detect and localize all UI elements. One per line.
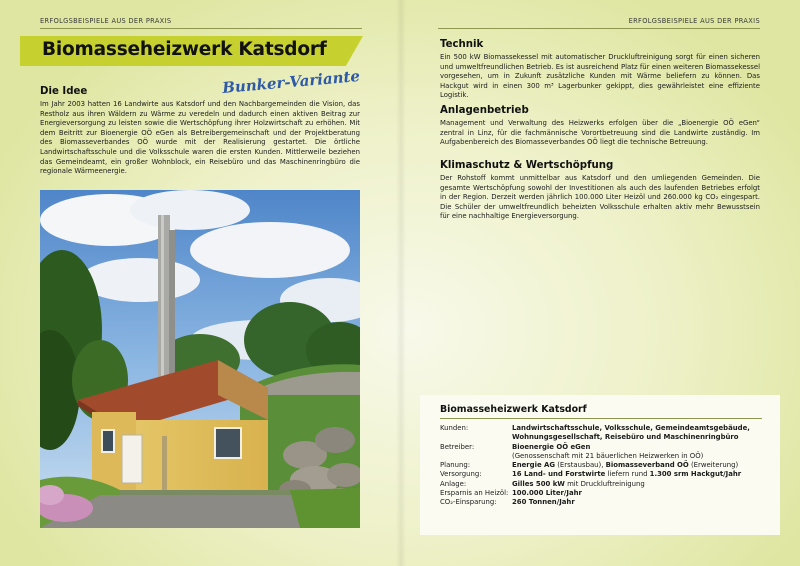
text-anlagenbetrieb: Management und Verwaltung des Heizwerks erfolgen über die „Bioenergie OÖ eGen“ zentral in Linz, für die fachmännische Vorortbetreuung sind die Landwirte zuständig. Im Aufgabenbereich des Biomasseverbandes OÖ liegt die technische Betreuung. [440, 119, 760, 147]
facts-note-betreiber: (Genossenschaft mit 21 bäuerlichen Heizwerken in OÖ) [512, 451, 704, 460]
facts-value-betreiber: Bioenergie OÖ eGen [512, 442, 591, 451]
page-title: Biomasseheizwerk Katsdorf [42, 39, 327, 60]
facts-note-anlage: mit Druckluftreinigung [564, 479, 645, 488]
facts-row-kunden [440, 424, 765, 443]
facts-label-betreiber: Betreiber: [440, 442, 475, 451]
facts-label-co2: CO₂-Einsparung: [440, 498, 497, 507]
facts-label-anlage: Anlage: [440, 479, 467, 488]
facts-table [440, 424, 765, 508]
facts-box-rule [440, 418, 762, 419]
facts-value-versorgung-b: 1.300 srm Hackgut/Jahr [649, 470, 742, 479]
variant-script-label: Bunker-Variante [221, 67, 361, 97]
facts-label-versorgung: Versorgung: [440, 470, 482, 479]
page-gutter [396, 0, 406, 566]
text-die-idee: Im Jahr 2003 hatten 16 Landwirte aus Katsdorf und den Nachbargemeinden die Vision, das Restholz aus ihren Wäldern zu Wärme zu veredeln und dadurch einen aktiven Beitrag zur Energieversorgung zu leisten sowie die Wertschöpfung ihrer Holzwirtschaft zu erhöhen. Mit dem Beitritt zur Bioenergie OÖ eGen als Betreibergemeinschaft und der Projektberatung des Biomasseverbandes OÖ wurde mit der Realisierung gestartet. Die örtliche Landwirtschaftsschule und die Volksschule waren die ersten Kunden. Mittlerweile beziehen das Gemeindeamt, ein großer Wohnblock, ein Reisebüro und das Maschinenringbüro die regionale Wärmeenergie. [40, 100, 360, 176]
facts-note-planung-b: (Erweiterung) [688, 461, 739, 470]
text-klimaschutz: Der Rohstoff kommt unmittelbar aus Katsdorf und den umliegenden Gemeinden. Die gesamte Wertschöpfung sowohl der Investitionen als auch des laufenden Betriebes erfolgt in der Region. Derzeit werden jährlich 100.000 Liter Heizöl und 260.000 kg CO₂ eingespart. Die Schüler der umweltfreundlich beheizten Volksschule erhalten aktiv mehr Bewusstsein für eine nachhaltige Energieversorgung. [440, 174, 760, 221]
facts-row-versorgung [440, 470, 765, 479]
facts-row-anlage [440, 480, 765, 489]
heading-die-idee: Die Idee [40, 86, 88, 97]
heating-plant-photo [40, 190, 360, 528]
heading-anlagenbetrieb: Anlagenbetrieb [440, 105, 529, 116]
facts-row-planung [440, 461, 765, 470]
facts-row-betreiber-note [440, 452, 765, 461]
facts-value-ersparnis: 100.000 Liter/Jahr [512, 489, 582, 498]
header-rule-right [438, 28, 760, 29]
heating-plant-illustration [40, 190, 360, 528]
facts-value-kunden: Landwirtschaftsschule, Volksschule, Gemeindeamtsgebäude, Wohnungsgesellschaft, Reisebüro und Maschinenringbüro [512, 424, 750, 442]
facts-value-co2: 260 Tonnen/Jahr [512, 498, 575, 507]
header-rule-left [40, 28, 362, 29]
facts-row-co2 [440, 498, 765, 507]
facts-value-planung-b: Biomasseverband OÖ [605, 461, 689, 470]
facts-value-planung-a: Energie AG [512, 461, 556, 470]
running-header-left: ERFOLGSBEISPIELE AUS DER PRAXIS [40, 17, 172, 25]
facts-label-ersparnis: Ersparnis an Heizöl: [440, 489, 509, 498]
facts-label-planung: Planung: [440, 461, 471, 470]
facts-box-title: Biomasseheizwerk Katsdorf [440, 404, 587, 415]
facts-value-anlage: Gilles 500 kW [512, 479, 565, 488]
facts-note-versorgung: liefern rund [605, 470, 650, 479]
facts-row-ersparnis [440, 489, 765, 498]
facts-note-planung-a: (Erstausbau), [555, 461, 606, 470]
facts-value-versorgung-a: 16 Land- und Forstwirte [512, 470, 606, 479]
facts-row-betreiber [440, 443, 765, 452]
heading-klimaschutz: Klimaschutz & Wertschöpfung [440, 160, 614, 171]
text-technik: Ein 500 kW Biomassekessel mit automatischer Druckluftreinigung sorgt für einen sicheren und umweltfreundlichen Betrieb. Es ist ausreichend Platz für einen weiteren Biomassekessel vorgesehen, um in Zukunft zusätzliche Kunden mit Wärme beliefern zu können. Das Hackgut wird in einen 300 m³ Lagerbunker gekippt, dies gewährleistet eine effiziente Logistik. [440, 53, 760, 100]
running-header-right: ERFOLGSBEISPIELE AUS DER PRAXIS [628, 17, 760, 25]
heading-technik: Technik [440, 39, 484, 50]
facts-label-kunden: Kunden: [440, 424, 469, 432]
